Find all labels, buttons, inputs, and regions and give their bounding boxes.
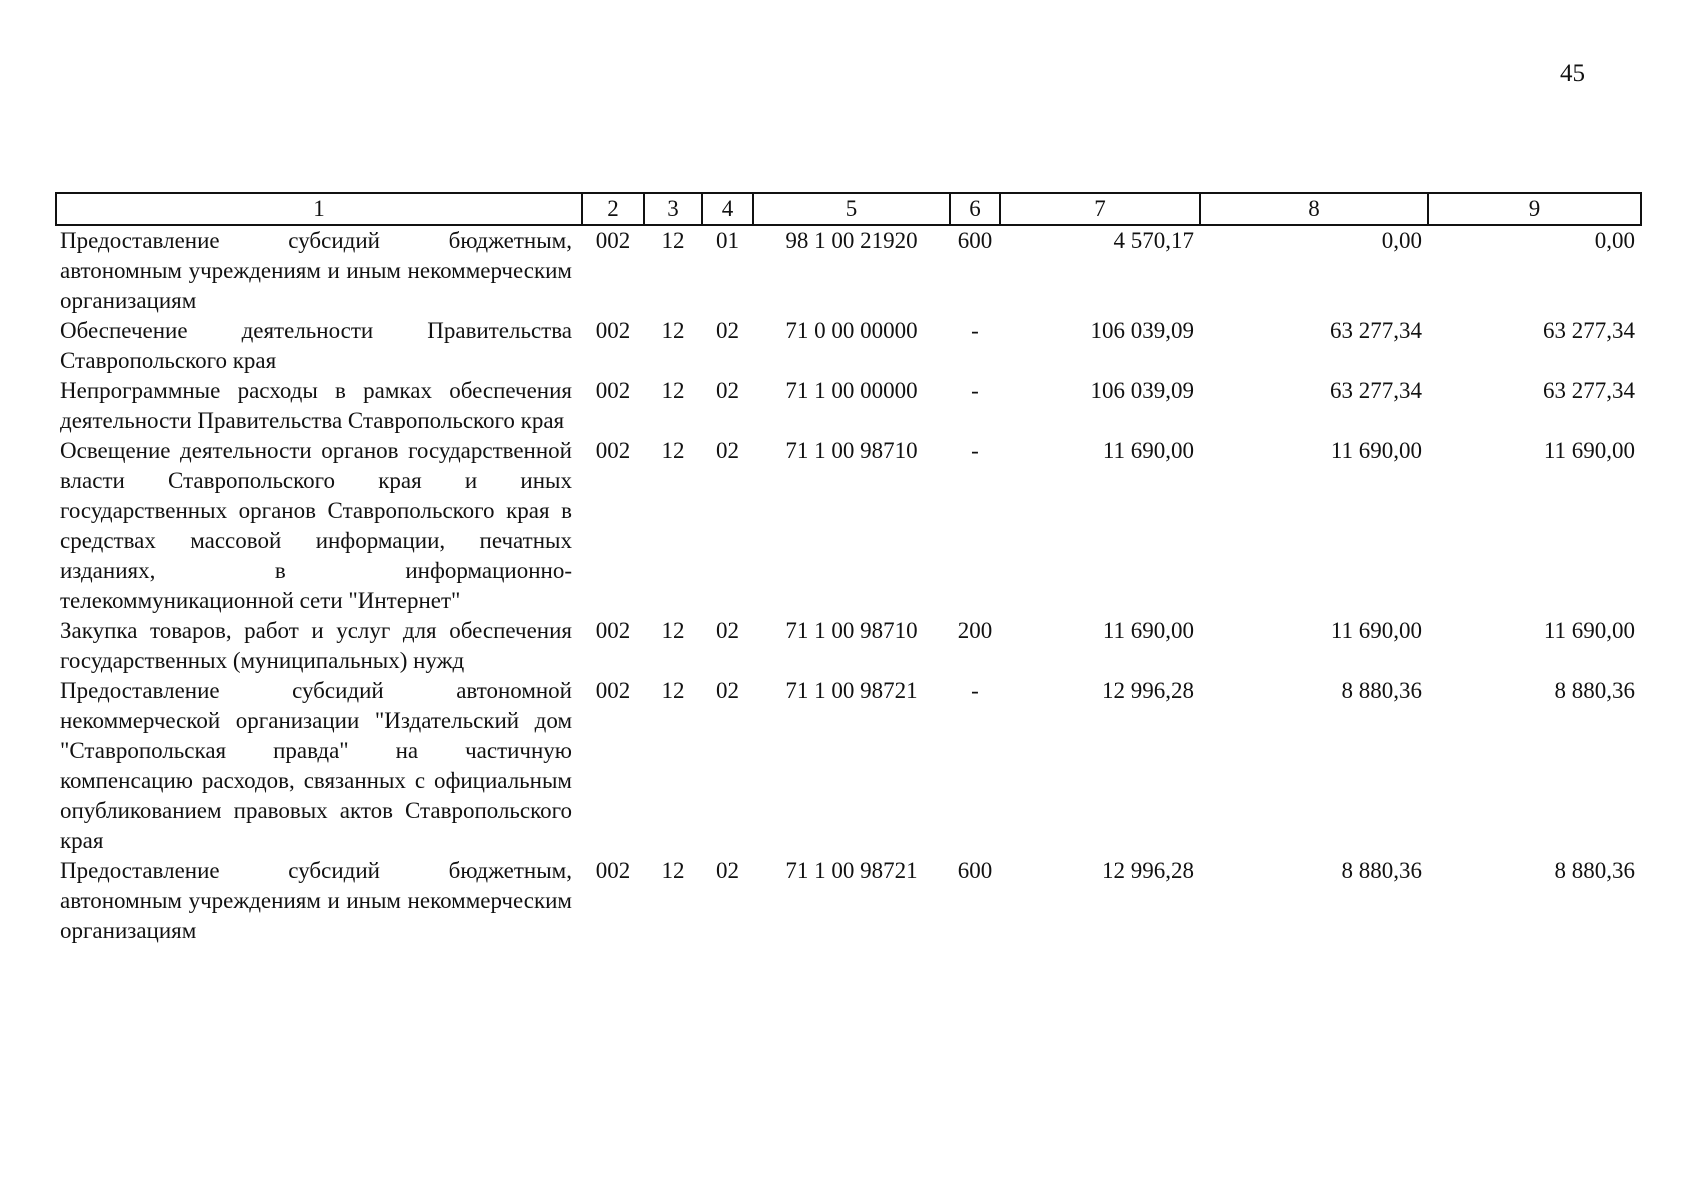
row-name: Освещение деятельности органов государственной власти Ставропольского края и иных государственных органов Ставропольского края в средствах массовой информации, печатных изданиях, в информационно-телекоммуникационной сети "Интернет" bbox=[60, 438, 572, 613]
row-col-8: 8 880,36 bbox=[1341, 858, 1422, 883]
row-col-3: 12 bbox=[661, 378, 685, 403]
row-col-5: 71 1 00 98710 bbox=[785, 438, 918, 463]
row-col-7: 4 570,17 bbox=[1113, 228, 1194, 253]
row-col-9: 8 880,36 bbox=[1554, 858, 1635, 883]
row-name: Предоставление субсидий бюджетным, автономным учреждениям и иным некоммерческим организациям bbox=[60, 858, 572, 943]
table-row bbox=[56, 376, 1641, 436]
row-name: Обеспечение деятельности Правительства Ставропольского края bbox=[60, 318, 572, 373]
row-col-9: 8 880,36 bbox=[1554, 678, 1635, 703]
table-row bbox=[56, 225, 1641, 316]
row-col-7: 11 690,00 bbox=[1102, 618, 1194, 643]
row-col-4: 02 bbox=[716, 438, 739, 463]
row-col-7: 106 039,09 bbox=[1090, 318, 1194, 343]
row-col-3: 12 bbox=[661, 618, 685, 643]
row-col-9: 63 277,34 bbox=[1543, 318, 1635, 343]
row-col-5: 71 1 00 00000 bbox=[785, 378, 918, 403]
row-col-7: 12 996,28 bbox=[1102, 858, 1194, 883]
header-col-7: 7 bbox=[1000, 193, 1200, 225]
row-col-2: 002 bbox=[595, 378, 631, 403]
row-col-5: 71 0 00 00000 bbox=[785, 318, 918, 343]
row-col-2: 002 bbox=[595, 438, 631, 463]
row-col-5: 71 1 00 98721 bbox=[785, 678, 918, 703]
page-number: 45 bbox=[1560, 60, 1585, 87]
row-col-5: 98 1 00 21920 bbox=[785, 228, 918, 253]
header-col-4: 4 bbox=[702, 193, 753, 225]
row-col-6: 200 bbox=[957, 618, 993, 643]
row-col-9: 11 690,00 bbox=[1543, 618, 1635, 643]
row-col-6: - bbox=[971, 438, 979, 463]
row-col-7: 12 996,28 bbox=[1102, 678, 1194, 703]
header-col-6: 6 bbox=[950, 193, 1000, 225]
header-col-8: 8 bbox=[1200, 193, 1428, 225]
row-col-2: 002 bbox=[595, 678, 631, 703]
row-col-2: 002 bbox=[595, 318, 631, 343]
table-row bbox=[56, 616, 1641, 676]
budget-table bbox=[55, 192, 1642, 946]
row-name: Непрограммные расходы в рамках обеспечения деятельности Правительства Ставропольского края bbox=[60, 378, 572, 433]
row-col-3: 12 bbox=[661, 438, 685, 463]
row-col-6: - bbox=[971, 318, 979, 343]
header-col-5: 5 bbox=[753, 193, 950, 225]
table-row bbox=[56, 856, 1641, 946]
row-col-7: 106 039,09 bbox=[1090, 378, 1194, 403]
row-col-2: 002 bbox=[595, 228, 631, 253]
header-col-1: 1 bbox=[56, 193, 582, 225]
row-col-3: 12 bbox=[661, 318, 685, 343]
row-col-4: 02 bbox=[716, 618, 739, 643]
table-row bbox=[56, 676, 1641, 856]
row-col-6: 600 bbox=[957, 858, 993, 883]
row-name: Предоставление субсидий бюджетным, автономным учреждениям и иным некоммерческим организациям bbox=[60, 228, 572, 313]
row-col-4: 02 bbox=[716, 318, 739, 343]
row-col-9: 0,00 bbox=[1594, 228, 1635, 253]
table-row bbox=[56, 316, 1641, 376]
header-col-3: 3 bbox=[644, 193, 702, 225]
row-col-3: 12 bbox=[661, 858, 685, 883]
row-col-9: 11 690,00 bbox=[1543, 438, 1635, 463]
row-col-2: 002 bbox=[595, 618, 631, 643]
row-col-5: 71 1 00 98721 bbox=[785, 858, 918, 883]
row-name: Закупка товаров, работ и услуг для обеспечения государственных (муниципальных) нужд bbox=[60, 618, 572, 673]
header-col-9: 9 bbox=[1428, 193, 1641, 225]
row-col-9: 63 277,34 bbox=[1543, 378, 1635, 403]
row-col-8: 8 880,36 bbox=[1341, 678, 1422, 703]
row-col-2: 002 bbox=[595, 858, 631, 883]
row-col-8: 11 690,00 bbox=[1330, 618, 1422, 643]
header-col-2: 2 bbox=[582, 193, 644, 225]
row-col-3: 12 bbox=[661, 228, 685, 253]
row-col-4: 02 bbox=[716, 858, 739, 883]
row-col-5: 71 1 00 98710 bbox=[785, 618, 918, 643]
row-col-7: 11 690,00 bbox=[1102, 438, 1194, 463]
row-col-4: 02 bbox=[716, 678, 739, 703]
table-row bbox=[56, 436, 1641, 616]
row-col-8: 11 690,00 bbox=[1330, 438, 1422, 463]
row-col-8: 0,00 bbox=[1381, 228, 1422, 253]
row-col-6: - bbox=[971, 678, 979, 703]
row-col-6: 600 bbox=[957, 228, 993, 253]
row-col-4: 01 bbox=[716, 228, 739, 253]
row-col-3: 12 bbox=[661, 678, 685, 703]
row-col-6: - bbox=[971, 378, 979, 403]
row-col-8: 63 277,34 bbox=[1330, 318, 1422, 343]
header-row bbox=[56, 193, 1641, 225]
row-col-4: 02 bbox=[716, 378, 739, 403]
row-col-8: 63 277,34 bbox=[1330, 378, 1422, 403]
row-name: Предоставление субсидий автономной некоммерческой организации "Издательский дом "Ставропольская правда" на частичную компенсацию расходов, связанных с официальным опубликованием правовых актов Ставропольского края bbox=[60, 678, 572, 853]
